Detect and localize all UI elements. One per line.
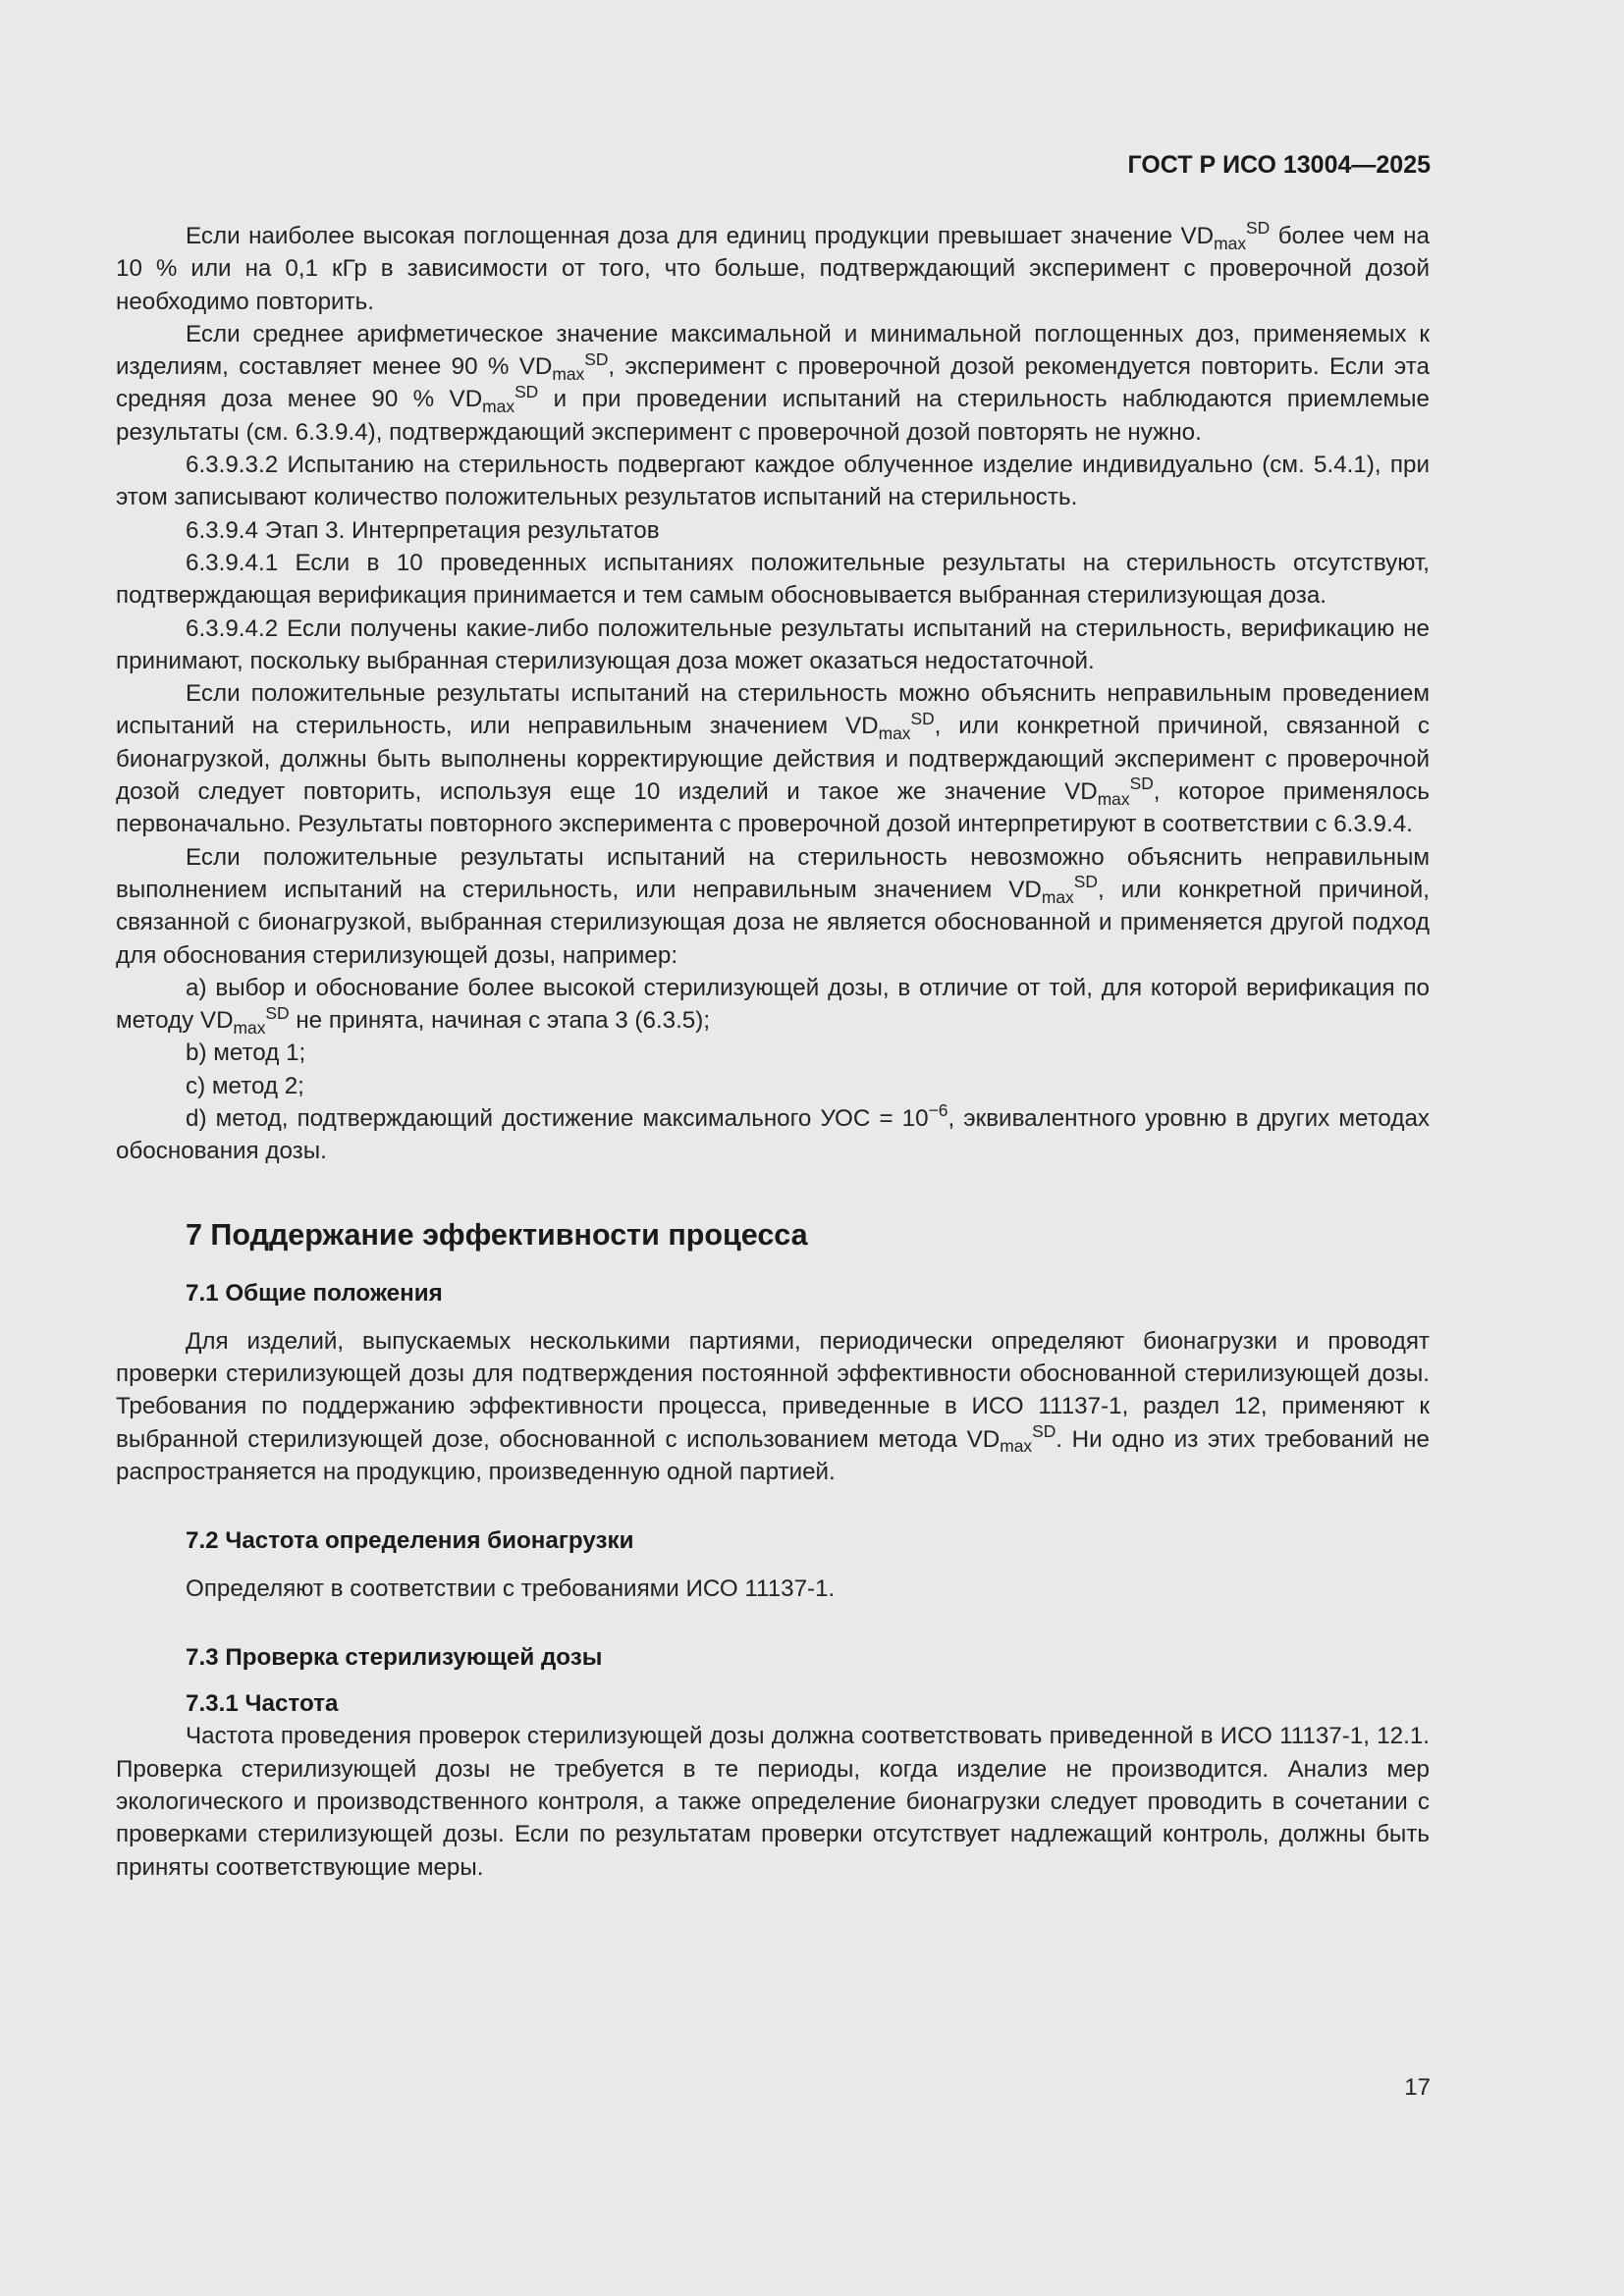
paragraph: 6.3.9.4.2 Если получены какие-либо положительные результаты испытаний на стерильность, верификацию не принимают, поскольку выбранная стерилизующая доза может оказаться недостаточной. [116,614,1430,674]
paragraph: 6.3.9.4 Этап 3. Интерпретация результатов [186,516,660,544]
subsection-heading: 7.3 Проверка стерилизующей дозы [186,1644,603,1672]
list-item: a) выбор и обоснование более высокой стерилизующей дозы, в отличие от той, для которой верификация по методу $VD_{max}^{SD}$ не принята, начиная с этапа 3 (6.3.5); [116,974,1430,1038]
subsection-heading: 7.2 Частота определения бионагрузки [186,1527,634,1555]
list-item: b) метод 1; [186,1040,306,1067]
paragraph: Если среднее арифметическое значение максимальной и минимальной поглощенных доз, применяемых к изделиям, составляет менее 90 % $VD_{max}^{SD}$, эксперимент с проверочной дозой рекомендуется повторить. Если эта средняя доза менее 90 % $VD_{max}^{SD}$ и при проведении испытаний на стерильность наблюдаются приемлемые результаты (см. 6.3.9.4), подтверждающий эксперимент с проверочной дозой повторять не нужно. [116,320,1430,446]
paragraph: Если наиболее высокая поглощенная доза для единиц продукции превышает значение $VD_{max}^{SD}$ более чем на 10 % или на 0,1 кГр в зависимости от того, что больше, подтверждающий эксперимент с проверочной дозой необходимо повторить. [116,218,1430,315]
list-item: d) метод, подтверждающий достижение максимального УОС = $10^{-6}$, эквивалентного уровню в других методах обоснования дозы. [116,1100,1431,1165]
document-body [116,220,1430,1884]
paragraph: Для изделий, выпускаемых несколькими партиями, периодически определяют бионагрузки и проводят проверки стерилизующей дозы для подтверждения постоянной эффективности обоснованной стерилизующей дозы. Требования по поддержанию эффективности процесса, приведенные в ИСО 11137-1, раздел 12, применяют к выбранной стерилизующей дозе, обоснованной с использованием метода $VD_{max}^{SD}$. Ни одно из этих требований не распространяется на продукцию, произведенную одной партией. [116,1327,1430,1485]
document-header: ГОСТ Р ИСО 13004—2025 [1127,151,1431,179]
subsubsection-heading: 7.3.1 Частота [186,1690,339,1718]
paragraph: Частота проведения проверок стерилизующей дозы должна соответствовать приведенной в ИСО 11137-1, 12.1. Проверка стерилизующей дозы не требуется в те периоды, когда изделие не производится. Анализ мер экологического и производственного контроля, а также определение бионагрузки следует проводить в сочетании с проверками стерилизующей дозы. Если по результатам проверки отсутствует надлежащий контроль, должны быть приняты соответствующие меры. [116,1723,1430,1881]
paragraph: Если положительные результаты испытаний на стерильность можно объяснить неправильным проведением испытаний на стерильность, или неправильным значением $VD_{max}^{SD}$, или конкретной причиной, связанной с бионагрузкой, должны быть выполнены корректирующие действия и подтверждающий эксперимент с проверочной дозой следует повторить, используя еще 10 изделий и такое же значение $VD_{max}^{SD}$, которое применялось первоначально. Результаты повторного эксперимента с проверочной дозой интерпретируют в соответствии с 6.3.9.4. [116,680,1430,838]
paragraph: 6.3.9.4.1 Если в 10 проведенных испытаниях положительные результаты на стерильность отсутствуют, подтверждающая верификация принимается и тем самым обосновывается выбранная стерилизующая доза. [116,549,1430,610]
paragraph: Определяют в соответствии с требованиями ИСО 11137-1. [186,1575,836,1603]
page-number: 17 [1404,2074,1431,2101]
subsection-heading: 7.1 Общие положения [186,1279,443,1307]
list-item: c) метод 2; [186,1072,304,1099]
section-heading: 7 Поддержание эффективности процесса [186,1217,808,1252]
paragraph: Если положительные результаты испытаний на стерильность невозможно объяснить неправильным выполнением испытаний на стерильность, или неправильным значением $VD_{max}^{SD}$, или конкретной причиной, связанной с бионагрузкой, выбранная стерилизующая доза не является обоснованной и применяется другой подход для обоснования стерилизующей дозы, например: [116,843,1430,969]
paragraph: 6.3.9.3.2 Испытанию на стерильность подвергают каждое облученное изделие индивидуально (см. 5.4.1), при этом записывают количество положительных результатов испытаний на стерильность. [116,452,1430,511]
